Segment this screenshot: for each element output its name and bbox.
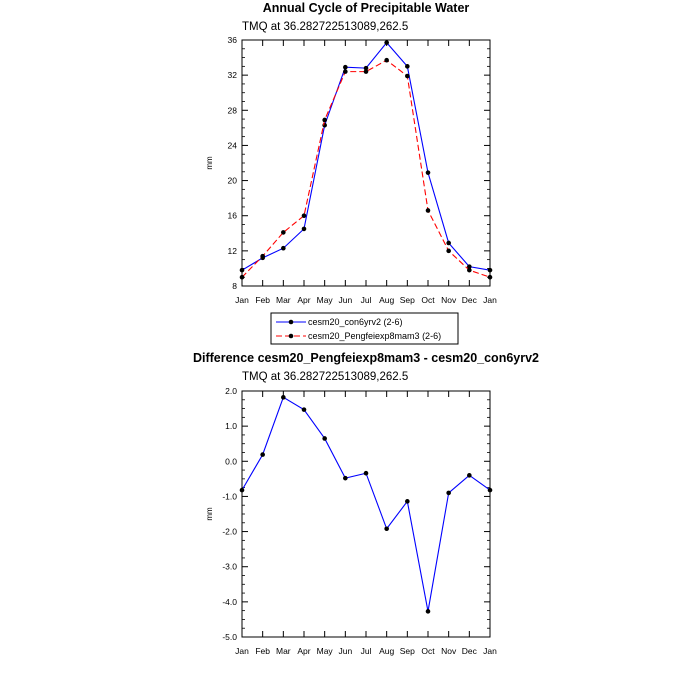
legend-label: cesm20_Pengfeiexp8mam3 (2-6) (308, 331, 442, 341)
x-tick-label: Jan (483, 646, 497, 656)
x-tick-label: Sep (399, 295, 415, 305)
x-tick-label: Dec (461, 295, 477, 305)
data-point-0 (384, 40, 389, 45)
series-line-0 (242, 397, 490, 611)
x-tick-label: May (316, 295, 333, 305)
data-point-0 (260, 452, 265, 457)
data-point-1 (426, 208, 431, 213)
x-tick-label: Oct (421, 295, 435, 305)
x-tick-label: Aug (379, 295, 395, 305)
x-tick-label: Jun (338, 295, 353, 305)
data-point-1 (364, 69, 369, 74)
y-tick-label: -4.0 (222, 596, 237, 607)
y-tick-label: 0.0 (225, 456, 237, 467)
data-point-1 (446, 249, 451, 254)
data-point-0 (426, 170, 431, 175)
data-point-0 (426, 609, 431, 614)
plot-frame (242, 40, 490, 286)
y-tick-label: -5.0 (222, 632, 237, 642)
data-point-0 (302, 227, 307, 232)
chart-subtitle: TMQ at 36.282722513089,262.5 (242, 371, 409, 383)
plot-frame (242, 391, 490, 637)
x-tick-label: Jun (338, 646, 353, 656)
data-point-1 (467, 268, 472, 273)
data-point-0 (488, 488, 493, 493)
x-tick-label: Aug (379, 646, 395, 656)
x-tick-label: Jan (483, 295, 497, 305)
x-tick-label: Mar (276, 646, 291, 656)
chart-title: Annual Cycle of Precipitable Water (262, 1, 470, 15)
x-tick-label: Feb (255, 646, 270, 656)
data-point-0 (446, 491, 451, 496)
x-tick-label: Apr (297, 646, 311, 656)
chart-subtitle: TMQ at 36.282722513089,262.5 (242, 21, 409, 33)
x-tick-label: Jul (360, 646, 372, 656)
y-tick-label: 16 (227, 210, 237, 221)
data-point-0 (281, 395, 286, 400)
y-tick-label: 20 (227, 175, 237, 186)
data-point-1 (302, 213, 307, 218)
x-tick-label: Nov (441, 295, 457, 305)
legend-marker-0 (289, 320, 294, 325)
x-tick-label: Sep (399, 646, 415, 656)
y-tick-label: 1.0 (225, 421, 237, 432)
y-tick-label: -2.0 (222, 526, 237, 537)
y-tick-label: 28 (227, 105, 237, 116)
data-point-0 (364, 471, 369, 476)
data-point-1 (260, 254, 265, 259)
y-tick-label: -3.0 (222, 561, 237, 572)
x-tick-label: Dec (461, 646, 477, 656)
difference-chart (193, 351, 539, 656)
series-line-1 (242, 60, 490, 277)
y-tick-label: 2.0 (225, 386, 237, 396)
y-axis-label: mm (205, 507, 214, 521)
data-point-0 (240, 268, 245, 273)
chart-title: Difference cesm20_Pengfeiexp8mam3 - cesm20_con6yrv2 (192, 351, 540, 365)
x-tick-label: Apr (297, 295, 311, 305)
data-point-0 (302, 407, 307, 412)
data-point-0 (343, 476, 348, 481)
precipitable-water-chart (205, 1, 497, 305)
y-tick-label: 8 (232, 281, 237, 291)
data-point-1 (322, 118, 327, 123)
y-tick-label: -1.0 (222, 491, 237, 502)
data-point-0 (281, 246, 286, 251)
x-tick-label: Oct (421, 646, 435, 656)
x-tick-label: Mar (276, 295, 291, 305)
data-point-0 (343, 65, 348, 70)
x-tick-label: Jan (235, 295, 249, 305)
y-tick-label: 24 (227, 140, 237, 151)
legend-label: cesm20_con6yrv2 (2-6) (308, 317, 403, 327)
legend (271, 313, 458, 344)
data-point-0 (405, 64, 410, 69)
data-point-0 (240, 488, 245, 493)
y-tick-label: 12 (227, 245, 237, 256)
data-point-0 (488, 268, 493, 273)
x-tick-label: Feb (255, 295, 270, 305)
data-point-1 (343, 69, 348, 74)
y-axis-label: mm (205, 156, 214, 170)
data-point-0 (384, 526, 389, 531)
x-tick-label: Jul (360, 295, 372, 305)
x-tick-label: Nov (441, 646, 457, 656)
data-point-1 (384, 58, 389, 63)
data-point-0 (322, 436, 327, 441)
legend-marker-1 (289, 334, 294, 339)
series-line-0 (242, 43, 490, 271)
data-point-1 (405, 74, 410, 79)
data-point-1 (281, 230, 286, 235)
x-tick-label: Jan (235, 646, 249, 656)
y-tick-label: 36 (227, 35, 237, 45)
data-point-1 (240, 275, 245, 280)
data-point-0 (467, 473, 472, 478)
x-tick-label: May (316, 646, 333, 656)
data-point-1 (488, 275, 493, 280)
y-tick-label: 32 (227, 70, 237, 81)
data-point-0 (446, 241, 451, 246)
data-point-0 (405, 499, 410, 504)
